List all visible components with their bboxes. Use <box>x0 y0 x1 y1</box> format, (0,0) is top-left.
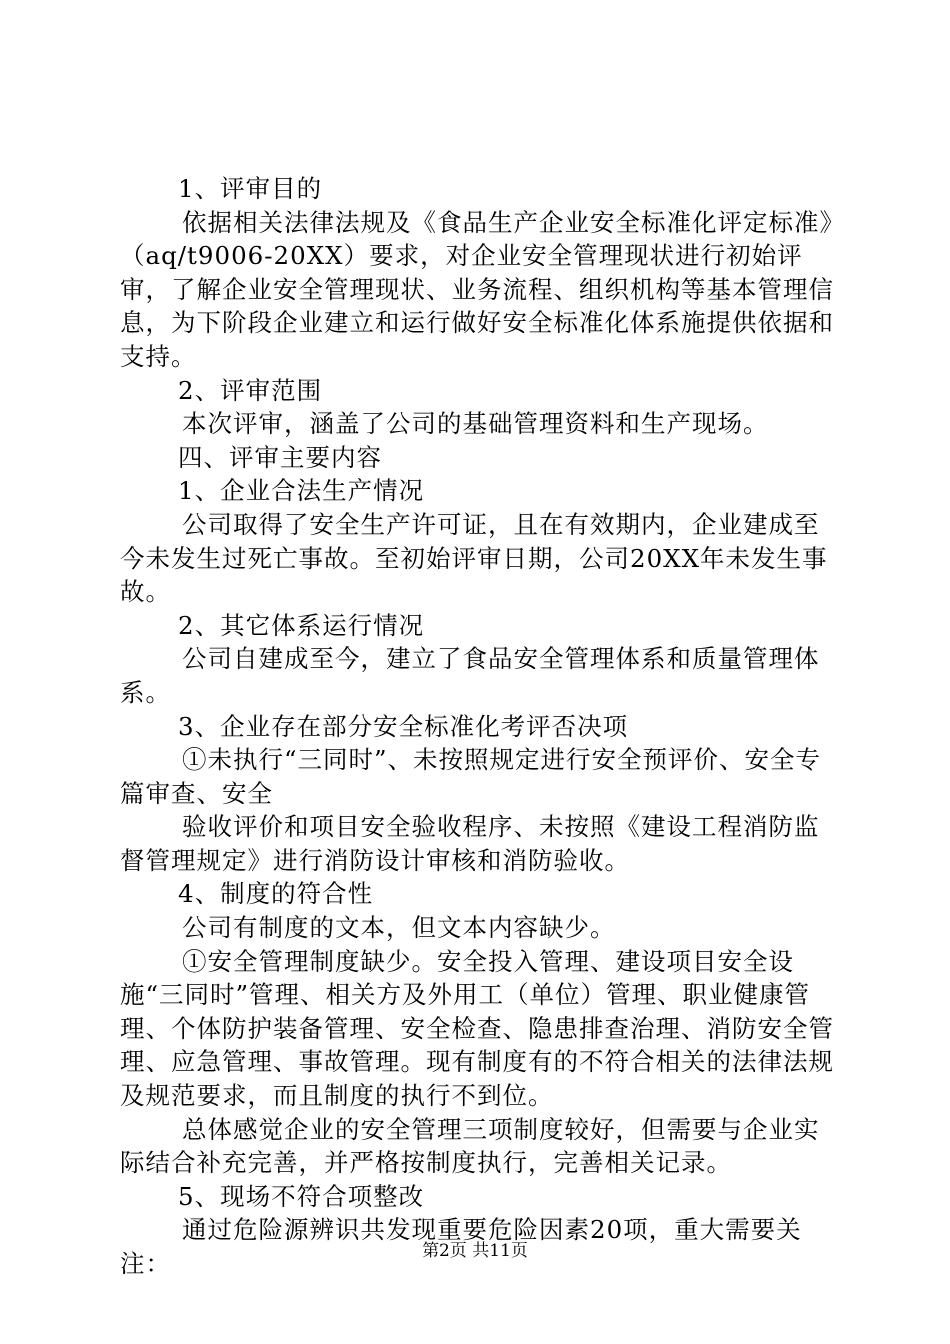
paragraph-system-text: 公司有制度的文本，但文本内容缺少。 <box>182 913 616 943</box>
section-heading-other-systems: 2、其它体系运行情况 <box>178 610 425 640</box>
section-heading-review-scope: 2、评审范围 <box>178 375 323 405</box>
section-heading-review-purpose: 1、评审目的 <box>178 174 323 203</box>
paragraph-veto-items-2: 验收评价和项目安全验收程序、未按照《建设工程消防监督管理规定》进行消防设计审核和消防验收。 <box>120 812 820 875</box>
document-body <box>120 172 840 1281</box>
section-heading-legal-production: 1、企业合法生产情况 <box>178 476 425 506</box>
paragraph-legal-production: 公司取得了安全生产许可证，且在有效期内，企业建成至今未发生过死亡事故。至初始评审日期，公司20XX年未发生事故。 <box>120 509 828 607</box>
paragraph-other-systems: 公司自建成至今，建立了食品安全管理体系和质量管理体系。 <box>120 644 820 707</box>
paragraph-overall-impression: 总体感觉企业的安全管理三项制度较好，但需要与企业实际结合补充完善，并严格按制度执行，完善相关记录。 <box>120 1114 820 1178</box>
section-heading-site-rectification: 5、现场不符合项整改 <box>178 1181 425 1211</box>
paragraph-review-purpose: 依据相关法律法规及《食品生产企业安全标准化评定标准》（aq/t9006-20XX）要求，对企业安全管理现状进行初始评审，了解企业安全管理现状、业务流程、组织机构等基本管理信息，为下阶段企业建立和运行做好安全标准化体系施提供依据和支持。 <box>120 207 834 371</box>
paragraph-veto-items-1: ①未执行“三同时”、未按照规定进行安全预评价、安全专篇审查、安全 <box>120 745 822 808</box>
page-number-footer: 第2页 共11页 <box>422 1241 528 1261</box>
section-heading-veto-items: 3、企业存在部分安全标准化考评否决项 <box>178 711 629 741</box>
paragraph-hazard-identification: 通过危险源辨识共发现重要危险因素20项，重大需要关注： <box>120 1215 802 1278</box>
paragraph-review-scope: 本次评审，涵盖了公司的基础管理资料和生产现场。 <box>182 409 769 439</box>
section-heading-system-conformity: 4、制度的符合性 <box>178 879 374 909</box>
section-heading-main-content: 四、评审主要内容 <box>178 442 382 472</box>
paragraph-missing-systems: ①安全管理制度缺少。安全投入管理、建设项目安全设施“三同时”管理、相关方及外用工（单位）管理、职业健康管理、个体防护装备管理、安全检查、隐患排查治理、消防安全管理、应急管理、事故管理。现有制度有的不符合相关的法律法规及规范要求，而且制度的执行不到位。 <box>120 946 834 1111</box>
